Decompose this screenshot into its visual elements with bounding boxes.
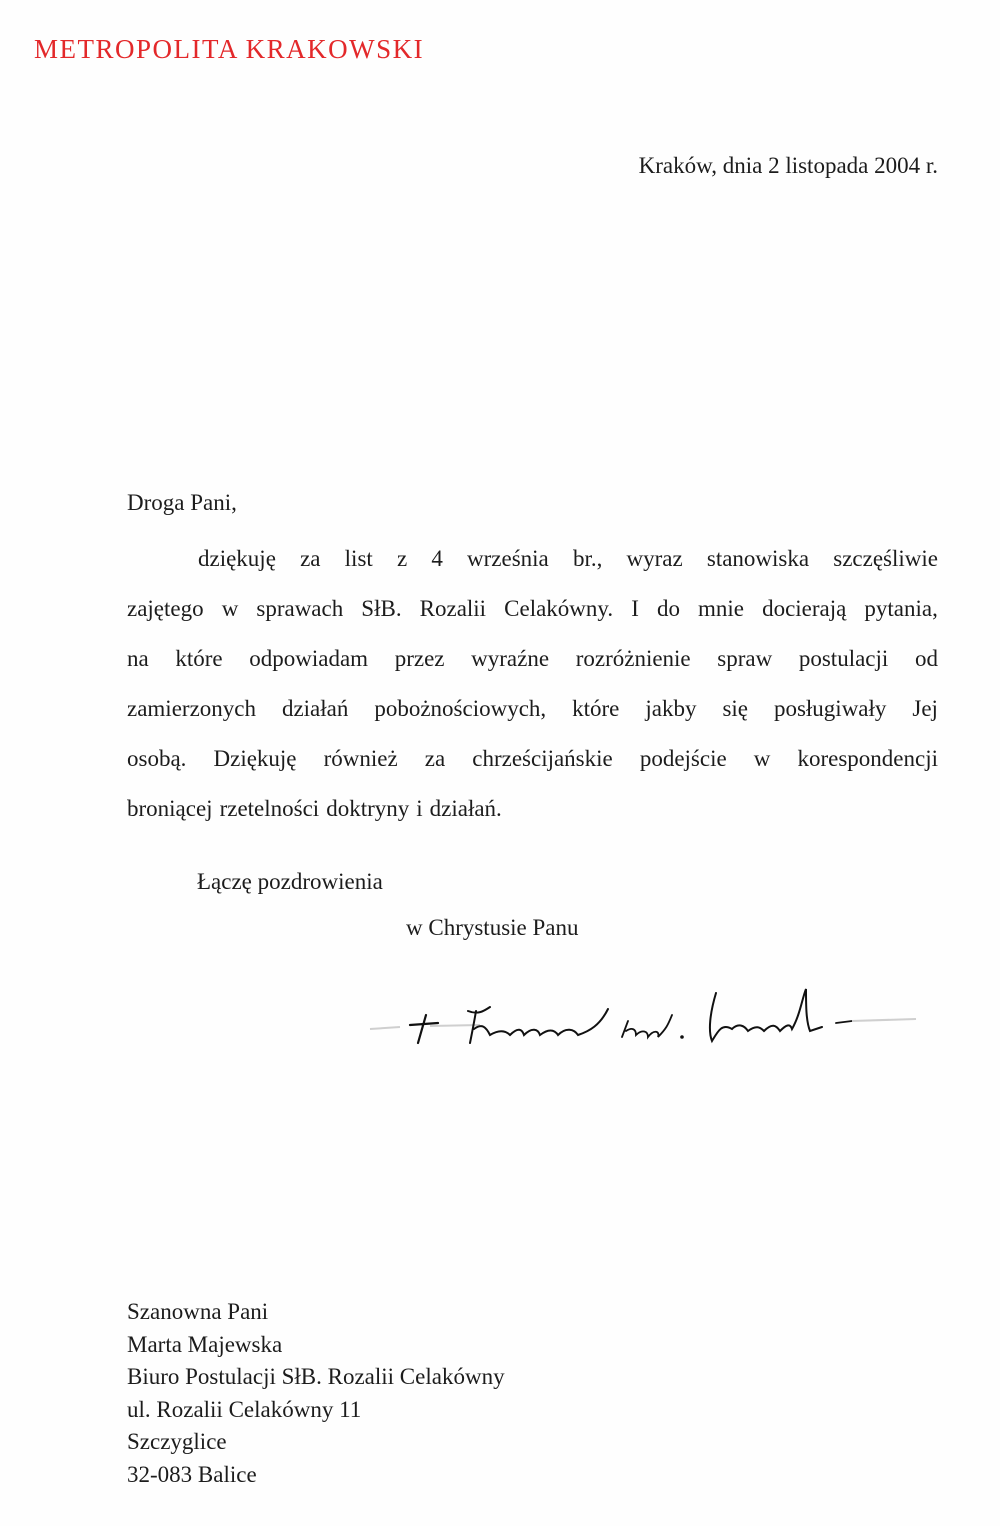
body-word: w [753, 746, 771, 771]
letterhead: METROPOLITA KRAKOWSKI [34, 34, 425, 64]
body-word: broniącej [127, 796, 213, 821]
body-word: działań [281, 696, 349, 721]
body-word: które [175, 646, 223, 671]
body-word: zamierzonych [127, 696, 256, 721]
body-word: br., [572, 546, 603, 571]
body-word: Jej [912, 696, 938, 721]
body-word: na [127, 646, 149, 671]
body-word: przez [394, 646, 445, 671]
body-word: i [416, 796, 423, 821]
recipient-address [127, 1296, 505, 1491]
body-word: list [344, 546, 373, 571]
body-word: chrześcijańskie [472, 746, 613, 771]
body-word: I [631, 596, 639, 621]
address-line: ul. Rozalii Celakówny 11 [127, 1396, 362, 1422]
body-word: docierają [762, 596, 847, 621]
body-word: 4 [431, 546, 443, 571]
body-word: rozróżnienie [575, 646, 691, 671]
body-word: dziękuję [198, 546, 276, 571]
body-word: zajętego [127, 596, 204, 621]
body-word: posługiwały [773, 696, 887, 721]
body-word: wyraźne [471, 646, 550, 671]
body-word: podejście [639, 746, 727, 771]
body-word: mnie [698, 596, 745, 621]
body-word: szczęśliwie [833, 546, 938, 571]
address-line: Marta Majewska [127, 1331, 283, 1357]
body-line [127, 534, 938, 584]
body-word: od [914, 646, 938, 671]
body-word: odpowiadam [249, 646, 369, 671]
body-word: działań. [429, 796, 502, 821]
body-line [127, 584, 938, 634]
body-word: wyraz [626, 546, 683, 571]
handwritten-signature [360, 985, 920, 1065]
body-word: spraw [717, 646, 773, 671]
body-word: doktryny [326, 796, 410, 821]
body-line [127, 784, 938, 834]
body-word: za [424, 746, 446, 771]
body-word: postulacji [798, 646, 889, 671]
body-line [127, 734, 938, 784]
body-word: jakby [645, 696, 697, 721]
body-word: do [656, 596, 680, 621]
letter-body [127, 534, 938, 834]
body-word: września [467, 546, 549, 571]
date-line: Kraków, dnia 2 listopada 2004 r. [638, 153, 938, 178]
body-word: z [396, 546, 408, 571]
closing-blessing: w Chrystusie Panu [406, 915, 579, 940]
closing-greeting: Łączę pozdrowienia [197, 869, 383, 894]
body-word: pytania, [864, 596, 938, 621]
salutation: Droga Pani, [127, 490, 237, 515]
body-word: się [722, 696, 748, 721]
body-word: osobą. [127, 746, 187, 771]
address-line: Szanowna Pani [127, 1299, 269, 1324]
body-line [127, 684, 938, 734]
address-line: Szczyglice [127, 1429, 227, 1454]
body-word: w [221, 596, 239, 621]
body-word: które [572, 696, 620, 721]
address-line: Biuro Postulacji SłB. Rozalii Celakówny [127, 1364, 505, 1389]
body-word: rzetelności [219, 796, 320, 821]
body-word: pobożnościowych, [374, 696, 547, 721]
body-word: Celakówny. [504, 596, 614, 621]
body-word: Rozalii [419, 596, 487, 621]
body-word: sprawach [256, 596, 344, 621]
body-word: korespondencji [797, 746, 938, 771]
body-word: SłB. [361, 596, 402, 621]
address-line: 32-083 Balice [127, 1461, 257, 1487]
body-line [127, 634, 938, 684]
body-word: również [323, 746, 398, 771]
body-word: za [300, 546, 321, 571]
body-word: stanowiska [706, 546, 810, 571]
body-word: Dziękuję [213, 746, 297, 771]
